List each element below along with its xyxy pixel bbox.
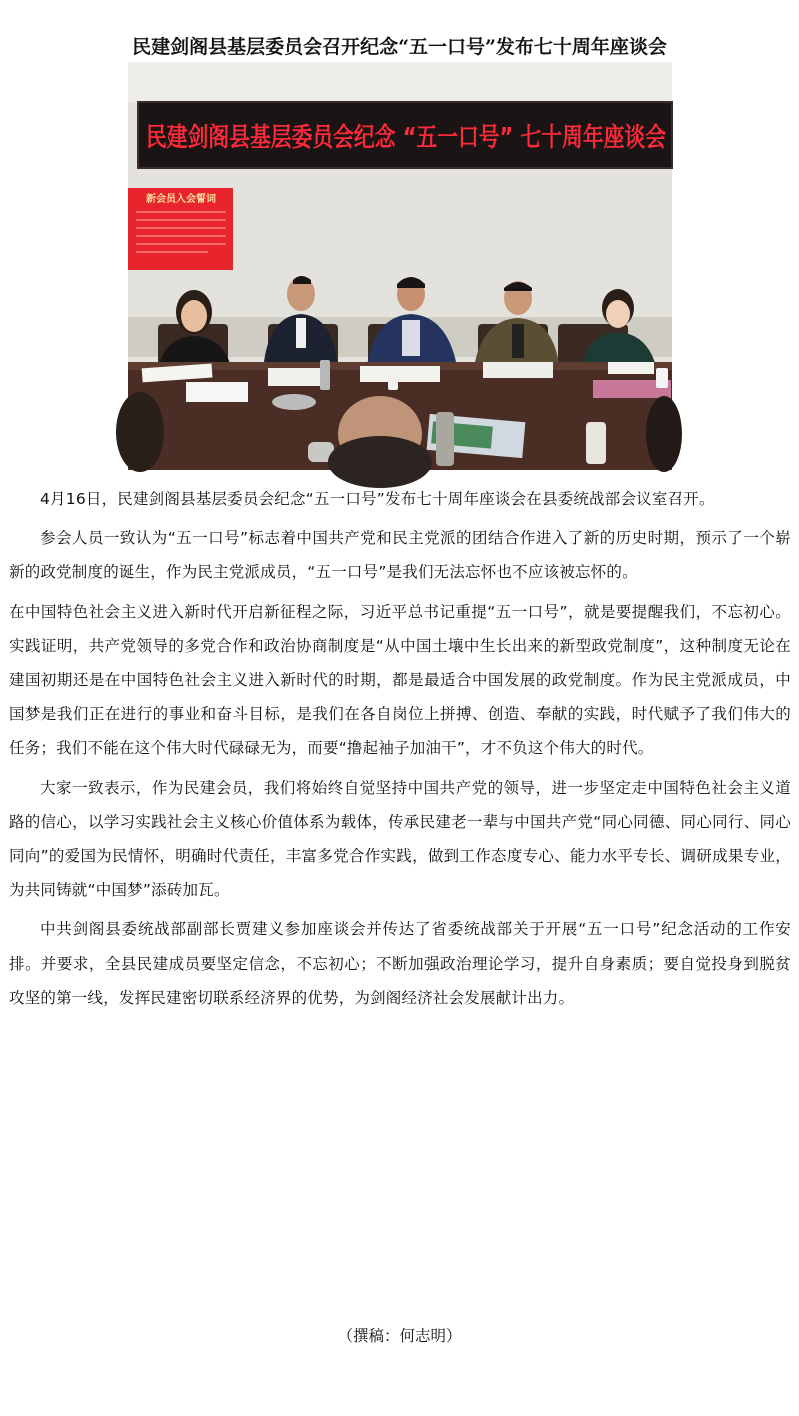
paragraph-2: 参会人员一致认为“五一口号”标志着中国共产党和民主党派的团结合作进入了新的历史时期，预示了一个崭新的政党制度的诞生，作为民主党派成员，“五一口号”是我们无法忘怀也不应该被忘怀的。 bbox=[9, 529, 791, 582]
article-title: 民建剑阁县基层委员会召开纪念“五一口号”发布七十周年座谈会 bbox=[132, 35, 667, 58]
paragraph-1: 4月16日，民建剑阁县基层委员会纪念“五一口号”发布七十周年座谈会在县委统战部会议室召开。 bbox=[40, 490, 715, 508]
poster-title: 新会员入会誓词 bbox=[146, 194, 216, 205]
led-banner bbox=[138, 102, 797, 168]
paragraph-4: 大家一致表示，作为民建会员，我们将始终自觉坚持中国共产党的领导，进一步坚定走中国特色社会主义道路的信心，以学习实践社会主义核心价值体系为载体，传承民建老一辈与中国共产党“同心同德、同心同行、同心同向”的爱国为民情怀，明确时代责任，丰富多党合作实践，做到工作态度专心、能力水平专长、调研成果专业，为共同铸就“中国梦”添砖加瓦。 bbox=[9, 778, 791, 900]
paragraph-5: 中共剑阁县委统战部副部长贾建义参加座谈会并传达了省委统战部关于开展“五一口号”纪念活动的工作安排。并要求，全县民建成员要坚定信念，不忘初心；不断加强政治理论学习，提升自身素质；要自觉投身到脱贫攻坚的第一线，发挥民建密切联系经济界的优势，为剑阁经济社会发展献计出力。 bbox=[9, 920, 791, 1007]
author-signature: （撰稿：何志明） bbox=[337, 1327, 462, 1345]
wall-poster bbox=[128, 188, 233, 270]
meeting-photo bbox=[128, 62, 797, 470]
article-body bbox=[9, 482, 791, 1020]
banner-text: 民建剑阁县基层委员会纪念 “五一口号” 七十周年座谈会 bbox=[146, 123, 797, 153]
paragraph-3: 在中国特色社会主义进入新时代开启新征程之际，习近平总书记重提“五一口号”，就是要提醒我们，不忘初心。实践证明，共产党领导的多党合作和政治协商制度是“从中国土壤中生长出来的新型政党制度”，这种制度无论在建国初期还是在中国特色社会主义进入新时代的时期，都是最适合中国发展的政党制度。作为民主党派成员，中国梦是我们正在进行的事业和奋斗目标，是我们在各自岗位上拼搏、创造、奉献的实践，时代赋予了我们伟大的任务；我们不能在这个伟大时代碌碌无为，而要“撸起袖子加油干”，才不负这个伟大的时代。 bbox=[9, 602, 791, 758]
